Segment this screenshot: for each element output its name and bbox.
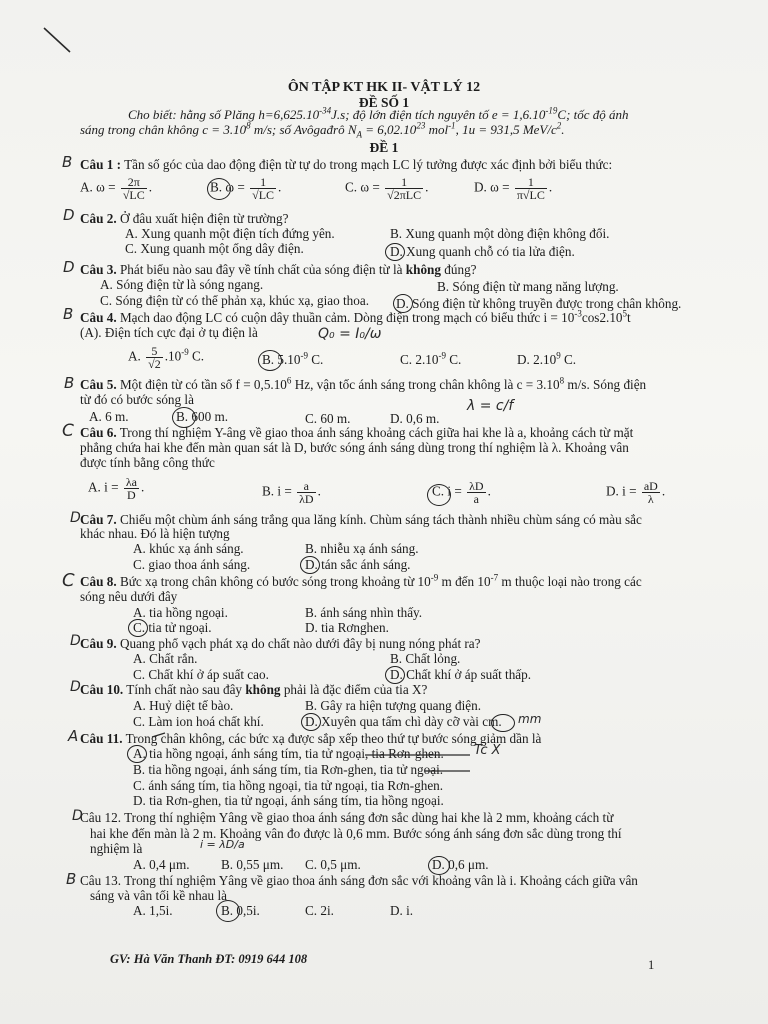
question-3-option-c: C. Sóng điện từ có thể phản xạ, khúc xạ, giao thoa. [100, 293, 370, 308]
question-2-option-d: D. Xung quanh chỗ có tia lửa điện. [390, 244, 575, 259]
de-label: ĐỀ 1 [369, 140, 399, 155]
tick-q11-stem [152, 733, 165, 737]
handwritten-note-q5: λ = c/f [467, 398, 514, 414]
question-5-option-d: D. 0,6 m. [390, 411, 440, 426]
question-2-stem: Câu 2. Ở đâu xuất hiện điện từ trường? [80, 211, 289, 226]
question-7-option-a: A. khúc xạ ánh sáng. [133, 541, 244, 556]
handwritten-answer-10: D [70, 679, 81, 695]
question-6-option-d: D. i = $\frac{aD}{\lambda}$ . [606, 479, 666, 506]
question-3-stem: Câu 3. Phát biểu nào sau đây về tính chất của sóng điện từ là không đúng? [80, 262, 477, 277]
question-1-option-c: C. ω = $\frac{1}{\text{√2πLC}}$ . [345, 175, 429, 202]
handwritten-answer-6: C [62, 421, 74, 441]
handwritten-answer-3: D [63, 258, 75, 276]
question-2-option-a: A. Xung quanh một điện tích đứng yên. [125, 226, 335, 241]
question-4-option-b: B. $5.10^{-9}$ C. [262, 350, 324, 367]
question-9-option-b: B. Chất lỏng. [390, 651, 461, 666]
question-7-stem-2: khác nhau. Đó là hiện tượng [80, 526, 230, 541]
question-5-option-c: C. 60 m. [305, 411, 351, 426]
question-12-stem-3: nghiệm là [90, 841, 143, 856]
question-12-stem-1: Câu 12. Trong thí nghiệm Yâng về giao thoa ánh sáng đơn sắc dùng hai khe là 2 mm, khoảng cách từ [80, 810, 614, 825]
question-11-option-c: C. ánh sáng tím, tia hồng ngoại, tia tử ngoại, tia Rơn-ghen. [133, 778, 444, 793]
handwritten-answer-11: A [68, 727, 79, 745]
handwritten-answer-5: B [64, 374, 75, 392]
question-7-stem-1: Câu 7. Chiếu một chùm ánh sáng trắng qua lăng kính. Chùm sáng tách thành nhiều chùm sáng có màu sắc [80, 512, 642, 527]
question-2-option-b: B. Xung quanh một dòng điện không đổi. [390, 226, 610, 241]
question-1-option-d: D. ω = $\frac{1}{\pi√LC}$ . [474, 175, 553, 202]
question-5-stem-2: từ đó có bước sóng là [80, 392, 194, 407]
question-2-option-c: C. Xung quanh một ống dây điện. [125, 241, 304, 256]
question-12-option-a: A. 0,4 μm. [133, 857, 190, 872]
question-12-option-d: D. 0,6 μm. [432, 857, 489, 872]
handwritten-note-q10: mm [518, 712, 542, 726]
question-8-option-a: A. tia hồng ngoại. [133, 605, 228, 620]
footer-teacher: GV: Hà Văn Thanh ĐT: 0919 644 108 [110, 952, 308, 966]
question-1-stem: Câu 1 : Tần số góc của dao động điện từ tự do trong mạch LC lý tưởng được xác định bởi biểu thức: [80, 157, 613, 172]
handwritten-answer-8: C [62, 570, 75, 591]
question-3-option-a: A. Sóng điện từ là sóng ngang. [100, 277, 264, 292]
question-6-stem-3: được tính bằng công thức [80, 455, 215, 470]
question-4-stem-1: Câu 4. Mạch dao động LC có cuộn dây thuần cảm. Dòng điện trong mạch có biểu thức $i = 10^{-3}\cos 2.10^5t$ [80, 308, 631, 325]
exam-subtitle: ĐỀ SỐ 1 [358, 95, 410, 110]
handwritten-answer-9: D [70, 633, 81, 649]
question-10-option-d: D. Xuyên qua tấm chì dày cỡ vài cm. [305, 714, 502, 729]
exam-title: ÔN TẬP KT HK II- VẬT LÝ 12 [287, 80, 481, 95]
handwritten-answer-7: D [70, 510, 81, 526]
question-12-stem-2: hai khe đến màn là 2 m. Khoảng vân đo được là 0,6 mm. Bước sóng ánh sáng đơn sắc dùng trong thí [90, 826, 622, 841]
question-11-stem: Câu 11. Trong chân không, các bức xạ được sắp xếp theo thứ tự bước sóng giảm dần là [80, 731, 542, 746]
question-8-option-b: B. ánh sáng nhìn thấy. [305, 605, 423, 620]
question-9-option-d: D. Chất khí ở áp suất thấp. [390, 667, 532, 682]
question-3-option-d: D. Sóng điện từ không truyền được trong chân không. [396, 296, 682, 311]
question-6-option-c: C. i = $\frac{\lambda D}{a}$ . [432, 479, 491, 506]
question-5-stem-1: Câu 5. Một điện từ có tần số $f = 0,5.10^6$ Hz, vận tốc ánh sáng trong chân không là $c = 3.10^8$ m/s. Sóng điện [80, 375, 647, 392]
question-12-option-b: B. 0,55 μm. [221, 857, 284, 872]
question-11-option-d: D. tia Rơn-ghen, tia tử ngoại, ánh sáng tím, tia hồng ngoại. [133, 793, 444, 808]
question-6-stem-2: phẳng chứa hai khe đến màn quan sát là D, bước sóng ánh sáng dùng trong thí nghiệm là λ. Khoảng vân [80, 440, 629, 455]
question-13-option-d: D. i. [390, 903, 414, 918]
question-7-option-b: B. nhiễu xạ ánh sáng. [305, 541, 419, 556]
question-13-stem-2: sáng và vân tối kề nhau là [90, 888, 227, 903]
handwritten-answer-1: B [62, 153, 73, 171]
corner-pen-stroke [44, 28, 70, 52]
question-13-option-a: A. 1,5i. [133, 903, 173, 918]
question-5-option-b: B. 600 m. [176, 409, 229, 424]
question-1-option-a: A. ω = $\frac{2\pi}{√LC}$ . [80, 175, 153, 202]
question-4-option-c: C. $2.10^{-9}$ C. [400, 350, 462, 367]
question-6-option-b: B. i = $\frac{a}{\lambda D}$ . [262, 479, 321, 506]
constants-line-1: Cho biết: hằng số Plăng $h=6,625.10^{-34}J.s$; độ lớn điện tích nguyên tố $e = 1,6.10^{-19}C$; tốc độ ánh [128, 105, 629, 122]
page-number: 1 [648, 958, 655, 972]
question-10-option-a: A. Huỷ diệt tế bào. [133, 698, 234, 713]
question-9-option-a: A. Chất rắn. [133, 651, 198, 666]
question-13-option-c: C. 2i. [305, 903, 334, 918]
question-13-stem-1: Câu 13. Trong thí nghiệm Yâng về giao thoa ánh sáng đơn sắc với khoảng vân là i. Khoảng cách giữa vân [80, 873, 638, 888]
question-8-option-d: D. tia Rơnghen. [305, 620, 389, 635]
question-10-option-c: C. Làm ion hoá chất khí. [133, 714, 264, 729]
question-13-option-b: B. 0,5i. [221, 903, 260, 918]
question-4-stem-2: (A). Điện tích cực đại ở tụ điện là [80, 325, 258, 340]
question-6-option-a: A. i = $\frac{\lambda a}{D}$ . [88, 475, 145, 502]
handwritten-answer-13: B [66, 870, 77, 888]
handwritten-answer-4: B [63, 305, 74, 323]
question-11-option-a: A. tia hồng ngoại, ánh sáng tím, tia tử ngoại, tia Rơn-ghen. [133, 746, 444, 761]
handwritten-answer-12: D [72, 808, 83, 824]
question-4-option-d: D. 2.10$^9$ C. [517, 350, 577, 367]
handwritten-note-q4: Q₀ = I₀/ω [318, 326, 382, 342]
question-5-option-a: A. 6 m. [89, 409, 129, 424]
question-11-option-b: B. tia hồng ngoại, ánh sáng tím, tia Rơn-ghen, tia tử ngoại. [133, 762, 444, 777]
handwritten-note-q12: i = λD/a [200, 838, 245, 851]
question-3-option-b: B. Sóng điện từ mang năng lượng. [437, 279, 619, 294]
question-9-stem: Câu 9. Quang phổ vạch phát xạ do chất nào dưới đây bị nung nóng phát ra? [80, 636, 481, 651]
question-6-stem-1: Câu 6. Trong thí nghiệm Y-âng về giao thoa ánh sáng khoảng cách giữa hai khe là a, khoảng cách từ mặt [80, 425, 634, 440]
constants-line-2: sáng trong chân không $c = 3.10^8$ m/s; số Avôgađrô $N_A = 6,02.10^{23}$ mol$^{-1}$, 1u = 931,5 MeV/$c^2$. [80, 120, 565, 140]
question-12-option-c: C. 0,5 μm. [305, 857, 361, 872]
handwritten-note-q11: Tc X [474, 743, 501, 758]
question-8-option-c: C. tia tử ngoại. [133, 620, 212, 635]
question-1-option-b: B. ω = $\frac{1}{√LC}$ . [210, 175, 282, 202]
question-8-stem-1: Câu 8. Bức xạ trong chân không có bước sóng trong khoảng từ $10^{-9}$ m đến $10^{-7}$ m thuộc loại nào trong các [80, 572, 642, 589]
question-9-option-c: C. Chất khí ở áp suất cao. [133, 667, 269, 682]
question-7-option-c: C. giao thoa ánh sáng. [133, 557, 251, 572]
question-10-option-b: B. Gây ra hiện tượng quang điện. [305, 698, 481, 713]
question-8-stem-2: sóng nêu dưới đây [80, 589, 178, 604]
question-4-option-a: A. $\frac{5}{√2}$ $.10^{-9}$ C. [128, 344, 205, 371]
question-7-option-d: D. tán sắc ánh sáng. [305, 557, 411, 572]
question-10-stem: Câu 10. Tính chất nào sau đây không phải là đặc điểm của tia X? [80, 682, 428, 697]
handwritten-answer-2: D [63, 206, 75, 224]
